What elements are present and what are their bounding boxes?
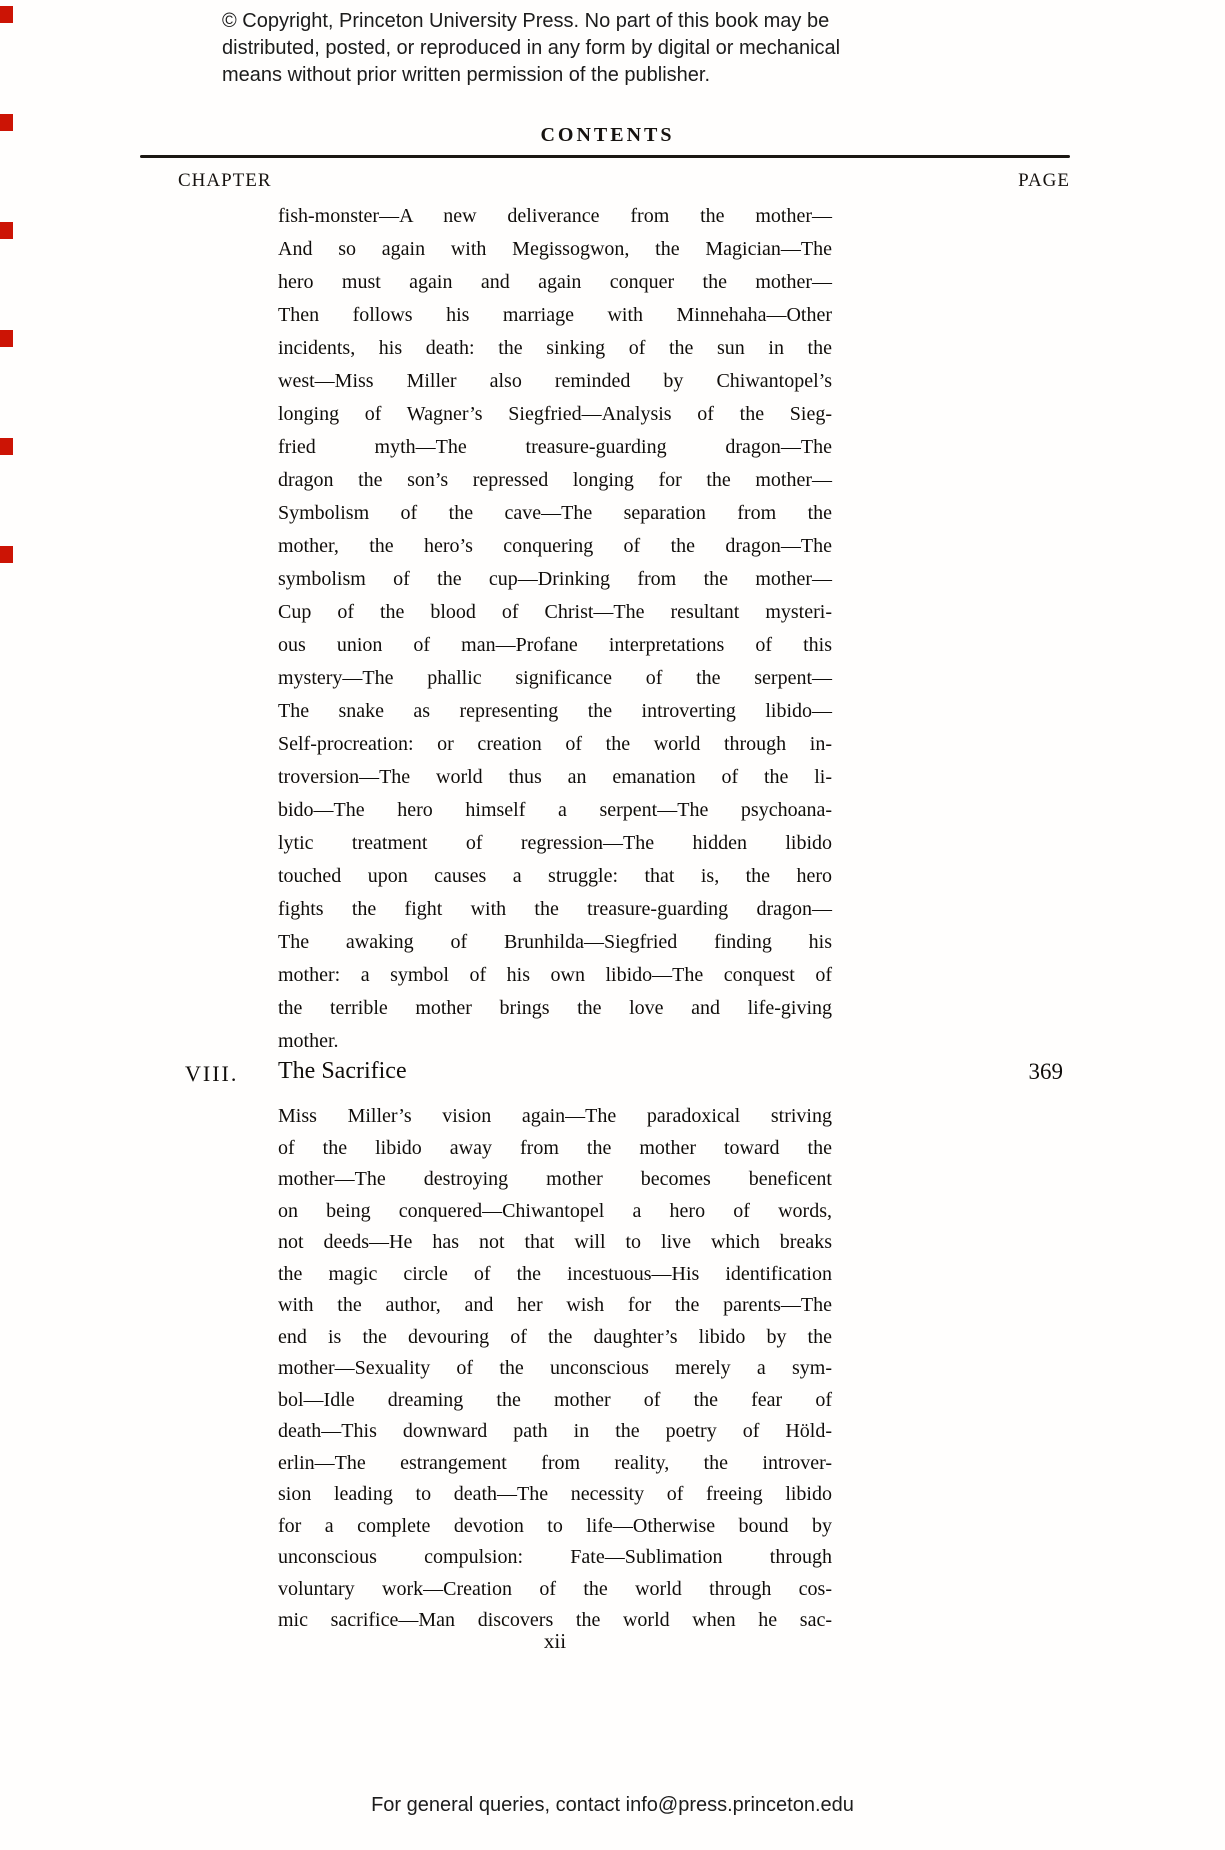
summary-line: bol—Idle dreaming the mother of the fear of bbox=[278, 1388, 832, 1411]
summary-line: end is the devouring of the daughter’s libido by the bbox=[278, 1325, 832, 1348]
summary-line: And so again with Megissogwon, the Magician—The bbox=[278, 238, 832, 260]
summary-line: troversion—The world thus an emanation of the li- bbox=[278, 766, 832, 788]
chapter-summary-continuation bbox=[278, 200, 832, 1058]
summary-line: fights the fight with the treasure-guarding dragon— bbox=[278, 898, 832, 920]
edge-scan-mark bbox=[0, 114, 13, 131]
summary-line: mother—The destroying mother becomes beneficent bbox=[278, 1168, 832, 1190]
edge-scan-mark bbox=[0, 546, 13, 563]
summary-line: unconscious compulsion: Fate—Sublimation through bbox=[278, 1546, 832, 1568]
summary-line: the magic circle of the incestuous—His identification bbox=[278, 1262, 832, 1285]
summary-line: with the author, and her wish for the parents—The bbox=[278, 1294, 832, 1316]
summary-line: west—Miss Miller also reminded by Chiwantopel’s bbox=[278, 370, 832, 392]
summary-line: Cup of the blood of Christ—The resultant mysteri- bbox=[278, 601, 832, 623]
summary-line: erlin—The estrangement from reality, the introver- bbox=[278, 1451, 832, 1474]
page-column-label: PAGE bbox=[1018, 170, 1070, 191]
summary-line: fish-monster—A new deliverance from the mother— bbox=[278, 205, 832, 227]
summary-line: The awaking of Brunhilda—Siegfried finding his bbox=[278, 931, 832, 953]
folio-page-number: xii bbox=[543, 1629, 567, 1653]
edge-scan-mark bbox=[0, 330, 13, 347]
summary-line: hero must again and again conquer the mother— bbox=[278, 271, 832, 293]
summary-line: not deeds—He has not that will to live which breaks bbox=[278, 1231, 832, 1253]
edge-scan-mark bbox=[0, 222, 13, 239]
header-rule bbox=[140, 155, 1070, 158]
summary-line: sion leading to death—The necessity of freeing libido bbox=[278, 1483, 832, 1505]
contents-title: CONTENTS bbox=[540, 124, 675, 146]
summary-line: mother. bbox=[278, 1030, 339, 1052]
copyright-line: means without prior written permission of the publisher. bbox=[222, 64, 711, 86]
summary-line: fried myth—The treasure-guarding dragon—The bbox=[278, 436, 832, 458]
chapter-column-label: CHAPTER bbox=[178, 170, 272, 191]
summary-line: ous union of man—Profane interpretations of this bbox=[278, 634, 832, 656]
summary-line: lytic treatment of regression—The hidden libido bbox=[278, 832, 832, 854]
summary-line: bido—The hero himself a serpent—The psychoana- bbox=[278, 799, 832, 821]
summary-line: death—This downward path in the poetry of Höld- bbox=[278, 1420, 832, 1442]
summary-line: Symbolism of the cave—The separation from the bbox=[278, 502, 832, 524]
summary-line: for a complete devotion to life—Otherwise bound by bbox=[278, 1514, 832, 1537]
chapter-entry bbox=[185, 1058, 1070, 1092]
summary-line: mystery—The phallic significance of the serpent— bbox=[278, 667, 832, 689]
summary-line: mother: a symbol of his own libido—The conquest of bbox=[278, 964, 832, 986]
edge-scan-mark bbox=[0, 438, 13, 455]
summary-line: dragon the son’s repressed longing for the mother— bbox=[278, 469, 832, 491]
edge-scan-mark bbox=[0, 6, 13, 23]
summary-line: symbolism of the cup—Drinking from the mother— bbox=[278, 568, 832, 590]
summary-line: Self-procreation: or creation of the world through in- bbox=[278, 733, 832, 755]
summary-line: longing of Wagner’s Siegfried—Analysis of the Sieg- bbox=[278, 403, 832, 425]
footer-query-note: For general queries, contact info@press.princeton.edu bbox=[371, 1794, 854, 1816]
summary-line: on being conquered—Chiwantopel a hero of words, bbox=[278, 1199, 832, 1222]
summary-line: mic sacrifice—Man discovers the world when he sac- bbox=[278, 1609, 832, 1631]
chapter-numeral: VIII. bbox=[185, 1061, 239, 1086]
summary-line: Miss Miller’s vision again—The paradoxical striving bbox=[278, 1105, 832, 1127]
copyright-line: © Copyright, Princeton University Press. No part of this book may be bbox=[222, 10, 830, 32]
chapter-summary bbox=[278, 1101, 832, 1637]
summary-line: touched upon causes a struggle: that is, the hero bbox=[278, 865, 832, 887]
summary-line: Then follows his marriage with Minnehaha—Other bbox=[278, 304, 832, 326]
summary-line: voluntary work—Creation of the world through cos- bbox=[278, 1577, 832, 1600]
summary-line: the terrible mother brings the love and life-giving bbox=[278, 997, 832, 1019]
copyright-line: distributed, posted, or reproduced in any form by digital or mechanical bbox=[222, 37, 841, 59]
copyright-notice bbox=[222, 8, 882, 89]
summary-line: mother—Sexuality of the unconscious merely a sym- bbox=[278, 1357, 832, 1379]
summary-line: mother, the hero’s conquering of the dragon—The bbox=[278, 535, 832, 557]
chapter-title: The Sacrifice bbox=[278, 1058, 407, 1084]
summary-line: incidents, his death: the sinking of the sun in the bbox=[278, 337, 832, 359]
column-labels bbox=[178, 170, 1070, 192]
summary-line: The snake as representing the introverting libido— bbox=[278, 700, 832, 722]
summary-line: of the libido away from the mother toward the bbox=[278, 1136, 832, 1159]
chapter-page-number: 369 bbox=[1028, 1059, 1063, 1084]
